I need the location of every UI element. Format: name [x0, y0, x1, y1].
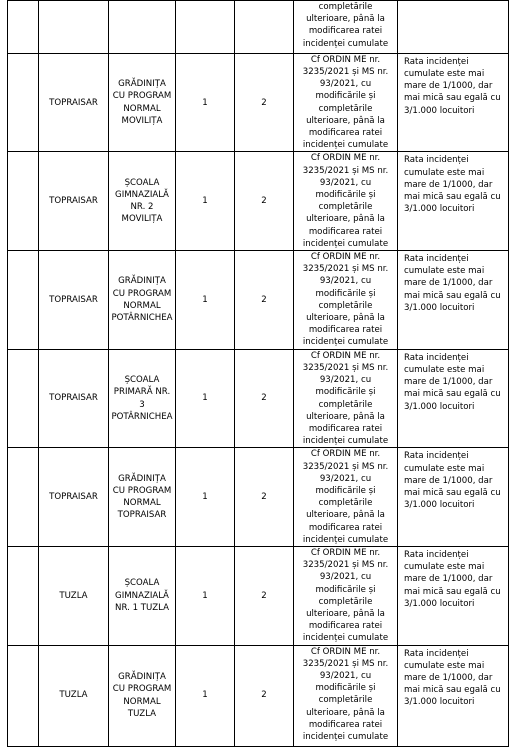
col-a-cell — [176, 1, 235, 54]
col-b-cell: 2 — [235, 152, 294, 251]
locality-cell: TOPRAISAR — [39, 152, 109, 251]
locality-cell: TOPRAISAR — [39, 448, 109, 547]
col-a-cell: 1 — [176, 349, 235, 448]
table-row — [8, 53, 509, 152]
table-row-continued — [8, 1, 509, 54]
index-cell — [8, 448, 39, 547]
col-a-cell: 1 — [176, 448, 235, 547]
school-cell: ȘCOALA PRIMARĂ NR. 3 POTÂRNICHEA — [109, 349, 176, 448]
index-cell — [8, 645, 39, 746]
index-cell — [8, 251, 39, 350]
incidence-rate-cell: Rata incidenței cumulate este mai mare de 1/1000, dar mai mică sau egală cu 3/1.000 locuitori — [398, 448, 509, 547]
col-b-cell: 2 — [235, 53, 294, 152]
legal-basis-cell: Cf ORDIN ME nr. 3235/2021 și MS nr. 93/2021, cu modificările și completările ulterioare, până la modificarea ratei incidenței cumulate — [294, 251, 398, 350]
table-row — [8, 152, 509, 251]
legal-basis-cell: Cf ORDIN ME nr. 3235/2021 și MS nr. 93/2021, cu modificările și completările ulterioare, până la modificarea ratei incidenței cumulate — [294, 448, 398, 547]
table-row — [8, 251, 509, 350]
table-row — [8, 645, 509, 746]
index-cell — [8, 349, 39, 448]
col-b-cell: 2 — [235, 645, 294, 746]
legal-basis-cell: Cf ORDIN ME nr. 3235/2021 și MS nr. 93/2021, cu modificările și completările ulterioare, până la modificarea ratei incidenței cumulate — [294, 349, 398, 448]
school-cell: GRĂDINIȚA CU PROGRAM NORMAL MOVILIȚA — [109, 53, 176, 152]
legal-basis-cell: Cf ORDIN ME nr. 3235/2021 și MS nr. 93/2021, cu modificările și completările ulterioare, până la modificarea ratei incidenței cumulate — [294, 645, 398, 746]
col-a-cell: 1 — [176, 152, 235, 251]
col-b-cell: 2 — [235, 251, 294, 350]
col-a-cell: 1 — [176, 53, 235, 152]
incidence-rate-cell: Rata incidenței cumulate este mai mare de 1/1000, dar mai mică sau egală cu 3/1.000 locuitori — [398, 645, 509, 746]
schools-table — [7, 0, 509, 747]
index-cell — [8, 546, 39, 645]
incidence-rate-cell: Rata incidenței cumulate este mai mare de 1/1000, dar mai mică sau egală cu 3/1.000 locuitori — [398, 152, 509, 251]
incidence-rate-cell: Rata incidenței cumulate este mai mare de 1/1000, dar mai mică sau egală cu 3/1.000 locuitori — [398, 251, 509, 350]
locality-cell — [39, 1, 109, 54]
locality-cell: TUZLA — [39, 645, 109, 746]
col-b-cell — [235, 1, 294, 54]
locality-cell: TUZLA — [39, 546, 109, 645]
incidence-rate-cell — [398, 1, 509, 54]
legal-basis-cell: Cf ORDIN ME nr. 3235/2021 și MS nr. 93/2021, cu modificările și completările ulterioare, până la modificarea ratei incidenței cumulate — [294, 152, 398, 251]
school-cell: GRĂDINIȚA CU PROGRAM NORMAL TUZLA — [109, 645, 176, 746]
school-cell: GRĂDINIȚA CU PROGRAM NORMAL POTÂRNICHEA — [109, 251, 176, 350]
col-b-cell: 2 — [235, 349, 294, 448]
table-row — [8, 349, 509, 448]
incidence-rate-cell: Rata incidenței cumulate este mai mare de 1/1000, dar mai mică sau egală cu 3/1.000 locuitori — [398, 349, 509, 448]
school-cell — [109, 1, 176, 54]
index-cell — [8, 1, 39, 54]
incidence-rate-cell: Rata incidenței cumulate este mai mare de 1/1000, dar mai mică sau egală cu 3/1.000 locuitori — [398, 53, 509, 152]
col-a-cell: 1 — [176, 645, 235, 746]
school-cell: ȘCOALA GIMNAZIALĂ NR. 1 TUZLA — [109, 546, 176, 645]
table-row — [8, 546, 509, 645]
col-b-cell: 2 — [235, 546, 294, 645]
locality-cell: TOPRAISAR — [39, 251, 109, 350]
col-a-cell: 1 — [176, 251, 235, 350]
table-row — [8, 448, 509, 547]
incidence-rate-cell: Rata incidenței cumulate este mai mare de 1/1000, dar mai mică sau egală cu 3/1.000 locuitori — [398, 546, 509, 645]
legal-basis-cell: Cf ORDIN ME nr. 3235/2021 și MS nr. 93/2021, cu modificările și completările ulterioare, până la modificarea ratei incidenței cumulate — [294, 546, 398, 645]
legal-basis-cell: Cf ORDIN ME nr. 3235/2021 și MS nr. 93/2021, cu modificările și completările ulterioare, până la modificarea ratei incidenței cumulate — [294, 53, 398, 152]
locality-cell: TOPRAISAR — [39, 53, 109, 152]
legal-basis-cell: completările ulterioare, până la modificarea ratei incidenței cumulate — [294, 1, 398, 54]
col-a-cell: 1 — [176, 546, 235, 645]
school-cell: GRĂDINIȚA CU PROGRAM NORMAL TOPRAISAR — [109, 448, 176, 547]
index-cell — [8, 152, 39, 251]
locality-cell: TOPRAISAR — [39, 349, 109, 448]
index-cell — [8, 53, 39, 152]
col-b-cell: 2 — [235, 448, 294, 547]
school-cell: ȘCOALA GIMNAZIALĂ NR. 2 MOVILIȚA — [109, 152, 176, 251]
